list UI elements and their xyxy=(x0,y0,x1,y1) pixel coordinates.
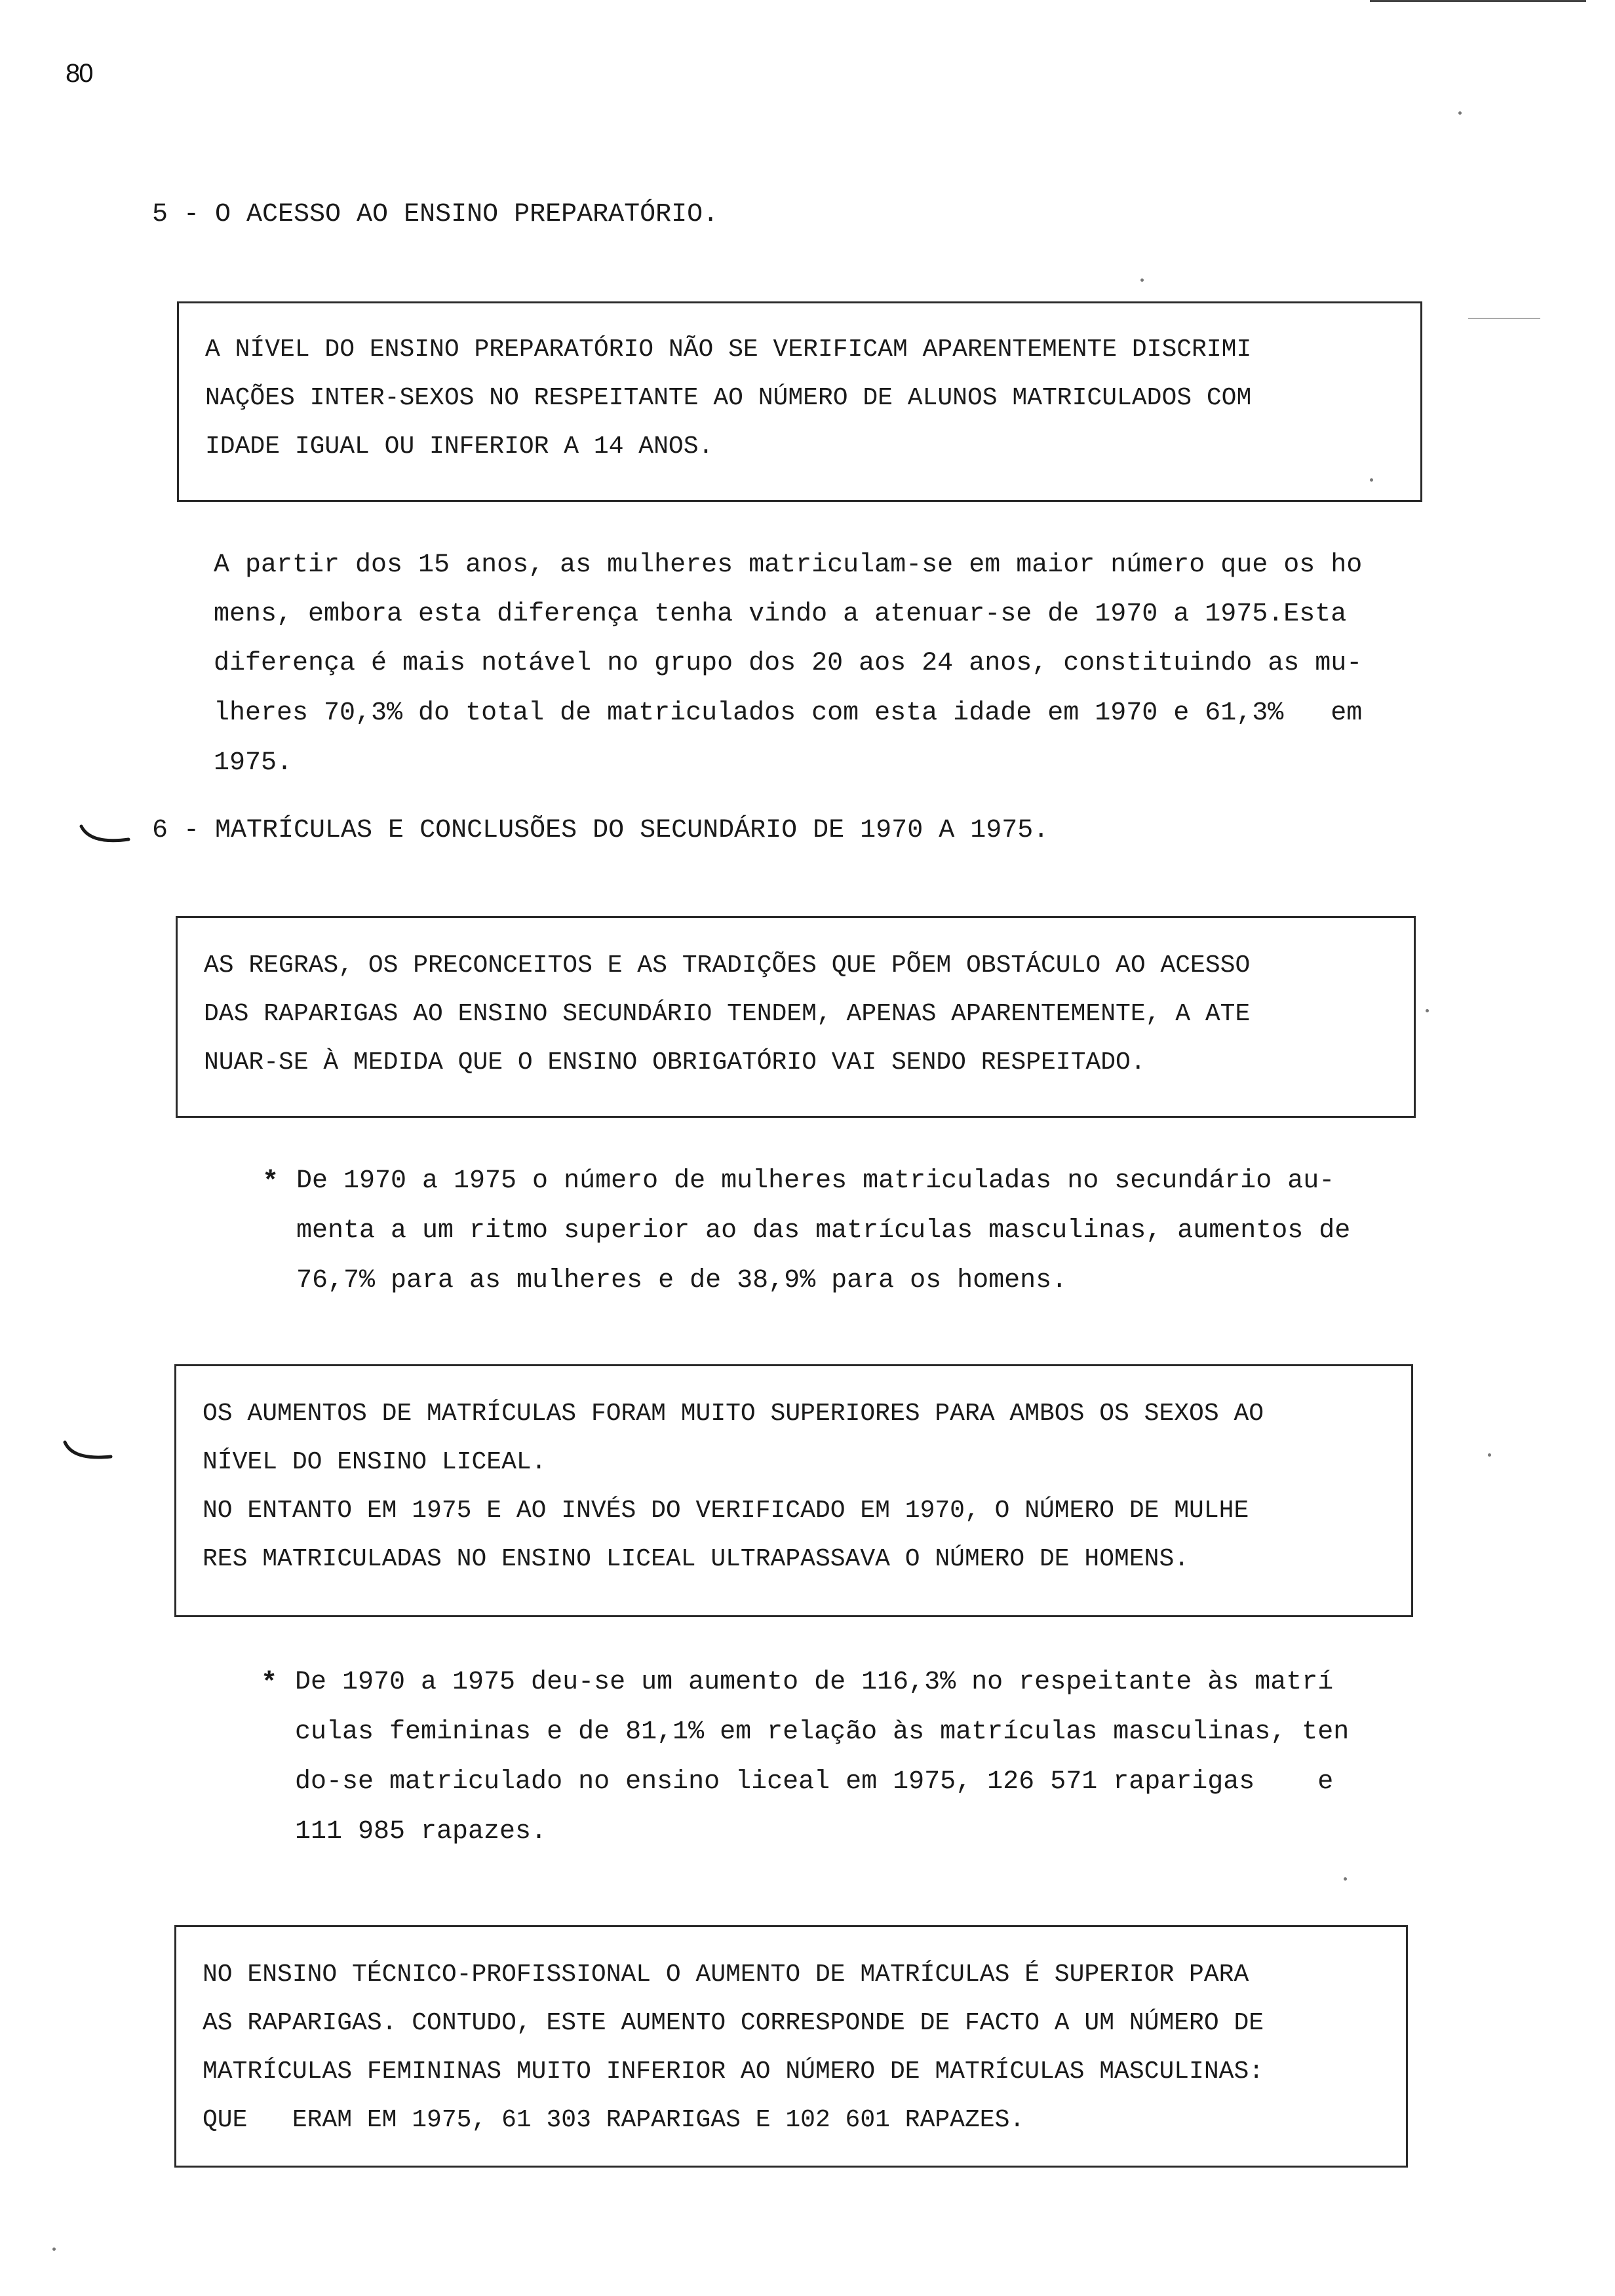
box-line: AS RAPARIGAS. CONTUDO, ESTE AUMENTO CORRESPONDE DE FACTO A UM NÚMERO DE xyxy=(203,2009,1264,2037)
box-line: RES MATRICULADAS NO ENSINO LICEAL ULTRAPASSAVA O NÚMERO DE HOMENS. xyxy=(203,1545,1190,1573)
section-6-heading: 6 - MATRÍCULAS E CONCLUSÕES DO SECUNDÁRIO DE 1970 A 1975. xyxy=(152,816,1049,845)
scan-speck xyxy=(52,2248,56,2251)
box-line: NÍVEL DO ENSINO LICEAL. xyxy=(203,1448,547,1476)
top-edge-rule xyxy=(1370,0,1586,2)
box-line: QUE ERAM EM 1975, 61 303 RAPARIGAS E 102 601 RAPAZES. xyxy=(203,2106,1025,2134)
paragraph-line: 1975. xyxy=(214,748,293,778)
scan-speck xyxy=(1426,1009,1429,1012)
scan-speck xyxy=(1458,111,1462,115)
box-line: A NÍVEL DO ENSINO PREPARATÓRIO NÃO SE VERIFICAM APARENTEMENTE DISCRIMI xyxy=(205,335,1252,364)
bullet-marker: * xyxy=(261,1668,278,1699)
section-6-summary-box-2 xyxy=(174,1364,1413,1617)
paragraph-line: lheres 70,3% do total de matriculados com esta idade em 1970 e 61,3% em xyxy=(214,698,1363,728)
bullet-text-line: do-se matriculado no ensino liceal em 1975, 126 571 raparigas e xyxy=(295,1767,1334,1797)
paragraph-line: A partir dos 15 anos, as mulheres matriculam-se em maior número que os ho xyxy=(214,550,1363,580)
page-number: 80 xyxy=(66,59,92,88)
box-line: NO ENTANTO EM 1975 E AO INVÉS DO VERIFICADO EM 1970, O NÚMERO DE MULHE xyxy=(203,1497,1249,1525)
section-5-summary-box xyxy=(177,301,1422,502)
bullet-text-line: culas femininas e de 81,1% em relação às matrículas masculinas, ten xyxy=(295,1717,1350,1747)
box-line: MATRÍCULAS FEMININAS MUITO INFERIOR AO NÚMERO DE MATRÍCULAS MASCULINAS: xyxy=(203,2057,1264,2086)
scan-streak xyxy=(1468,318,1540,319)
box-line: OS AUMENTOS DE MATRÍCULAS FORAM MUITO SUPERIORES PARA AMBOS OS SEXOS AO xyxy=(203,1400,1264,1428)
box-line: DAS RAPARIGAS AO ENSINO SECUNDÁRIO TENDEM, APENAS APARENTEMENTE, A ATE xyxy=(204,1000,1251,1028)
scan-speck xyxy=(1370,478,1373,482)
bullet-text-line: De 1970 a 1975 o número de mulheres matriculadas no secundário au- xyxy=(296,1166,1335,1196)
bullet-text-line: 76,7% para as mulheres e de 38,9% para os homens. xyxy=(296,1266,1068,1295)
margin-check-mark xyxy=(79,822,131,849)
box-line: NUAR-SE À MEDIDA QUE O ENSINO OBRIGATÓRIO VAI SENDO RESPEITADO. xyxy=(204,1048,1146,1077)
box-line: NO ENSINO TÉCNICO-PROFISSIONAL O AUMENTO DE MATRÍCULAS É SUPERIOR PARA xyxy=(203,1961,1249,1989)
box-line: IDADE IGUAL OU INFERIOR A 14 ANOS. xyxy=(205,432,714,461)
section-5-heading: 5 - O ACESSO AO ENSINO PREPARATÓRIO. xyxy=(152,200,719,229)
box-line: AS REGRAS, OS PRECONCEITOS E AS TRADIÇÕES QUE PÕEM OBSTÁCULO AO ACESSO xyxy=(204,951,1251,980)
paragraph-line: diferença é mais notável no grupo dos 20 aos 24 anos, constituindo as mu- xyxy=(214,649,1363,678)
scan-speck xyxy=(1140,278,1144,282)
bullet-text-line: menta a um ritmo superior ao das matrículas masculinas, aumentos de xyxy=(296,1216,1351,1246)
margin-check-mark xyxy=(62,1438,115,1464)
scan-speck xyxy=(1344,1877,1347,1881)
bullet-text-line: 111 985 rapazes. xyxy=(295,1817,547,1846)
paragraph-line: mens, embora esta diferença tenha vindo a atenuar-se de 1970 a 1975.Esta xyxy=(214,600,1347,629)
scan-speck xyxy=(1488,1453,1491,1457)
box-line: NAÇÕES INTER-SEXOS NO RESPEITANTE AO NÚMERO DE ALUNOS MATRICULADOS COM xyxy=(205,384,1252,412)
section-6-summary-box-1 xyxy=(176,916,1416,1118)
bullet-text-line: De 1970 a 1975 deu-se um aumento de 116,3% no respeitante às matrí xyxy=(295,1668,1334,1697)
section-6-summary-box-3 xyxy=(174,1925,1408,2168)
bullet-marker: * xyxy=(262,1166,279,1198)
